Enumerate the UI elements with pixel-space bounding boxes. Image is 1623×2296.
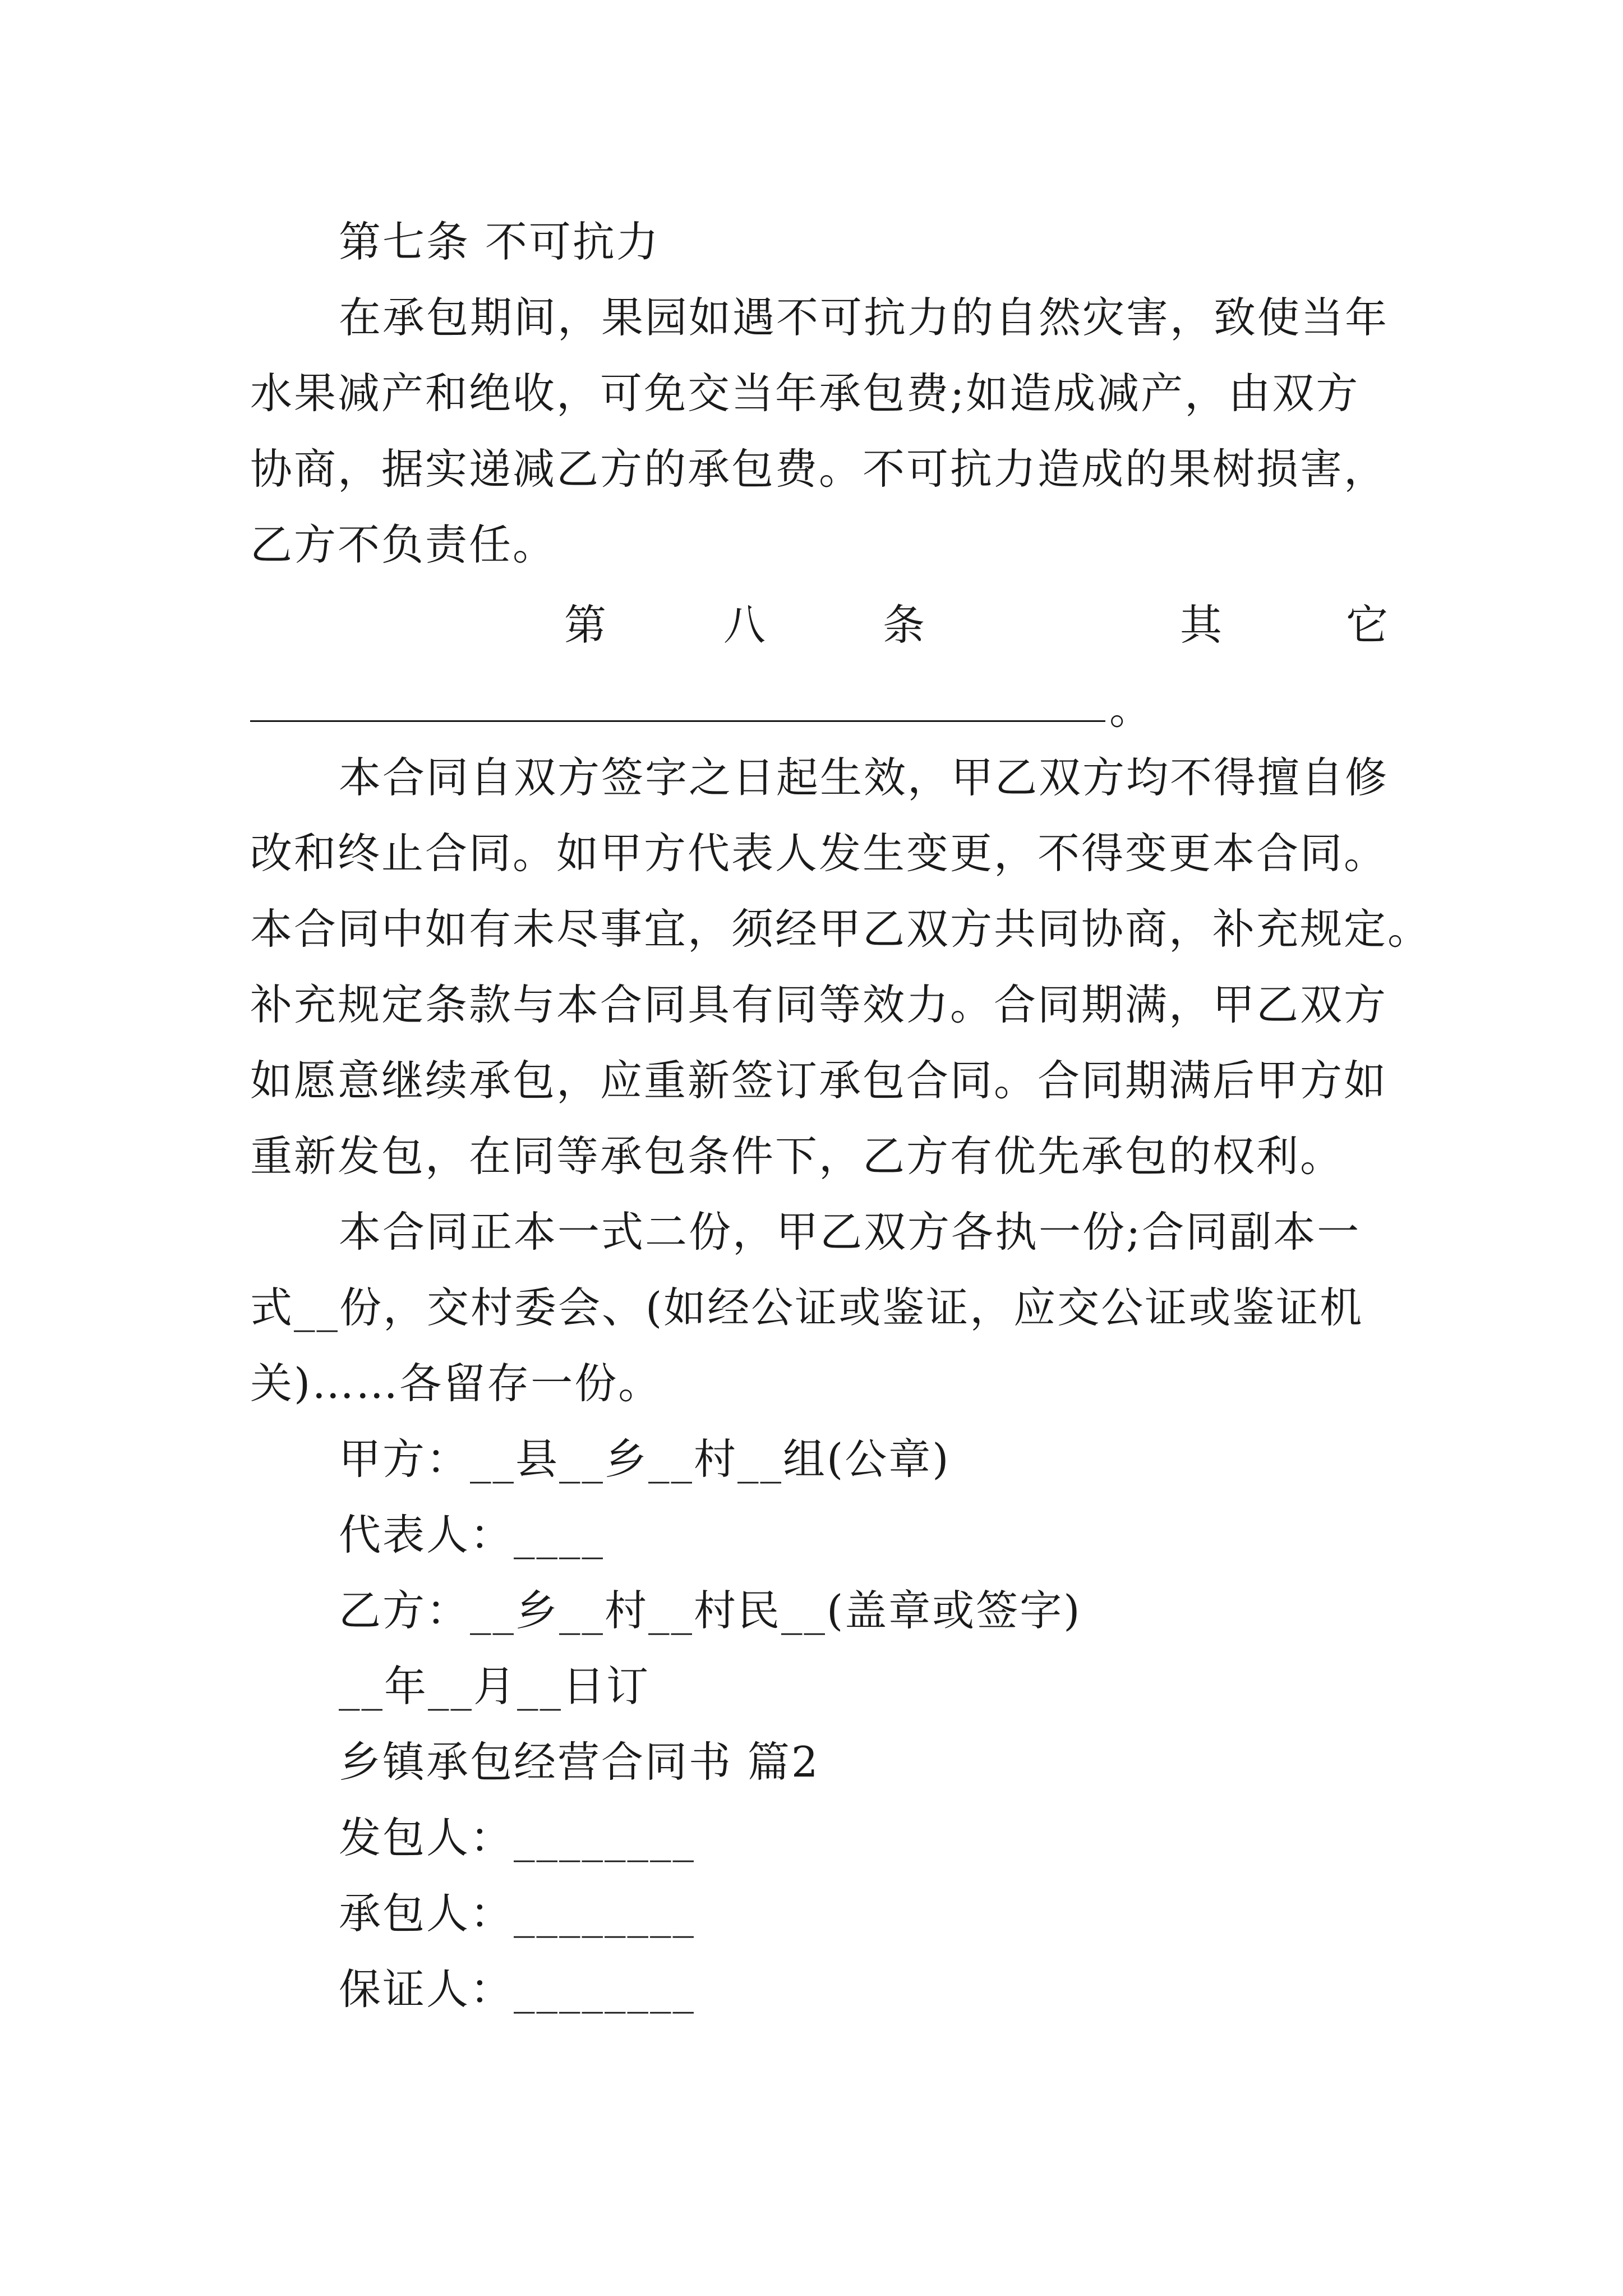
copies-line-3: 关)……各留存一份。 [250, 1359, 662, 1408]
party-a-line: 甲方：__县__乡__村__组(公章) [339, 1434, 951, 1484]
effect-line-3: 本合同中如有未尽事宜，须经甲乙双方共同协商，补充规定。 [250, 904, 1432, 954]
article7-line-3: 协商，据实递减乙方的承包费。不可抗力造成的果树损害， [250, 444, 1388, 494]
contractor-line: 承包人：________ [339, 1889, 696, 1938]
effect-line-2: 改和终止合同。如甲方代表人发生变更，不得变更本合同。 [250, 829, 1388, 878]
copies-line-1: 本合同正本一式二份，甲乙双方各执一份;合同副本一 [339, 1207, 1361, 1257]
article8-heading [0, 597, 1623, 653]
party-b-line: 乙方：__乡__村__村民__(盖章或签字) [339, 1586, 1082, 1635]
effect-line-6: 重新发包，在同等承包条件下，乙方有优先承包的权利。 [250, 1131, 1344, 1181]
effect-line-1: 本合同自双方签字之日起生效，甲乙双方均不得擅自修 [339, 753, 1389, 802]
article8-char-5: 它 [1346, 600, 1389, 650]
section2-title: 乡镇承包经营合同书 篇2 [339, 1737, 820, 1787]
article8-period: 。 [1109, 684, 1152, 734]
copies-line-2: 式__份，交村委会、(如经公证或鉴证，应交公证或鉴证机 [250, 1283, 1364, 1332]
article7-line-4: 乙方不负责任。 [250, 520, 557, 569]
blank-fill-line [250, 720, 1105, 722]
issuer-line: 发包人：________ [339, 1813, 696, 1862]
representative-line: 代表人：____ [339, 1510, 605, 1559]
article7-line-1: 在承包期间，果园如遇不可抗力的自然灾害，致使当年 [339, 293, 1389, 342]
article8-char-1: 第 [564, 600, 607, 650]
article7-line-2: 水果减产和绝收，可免交当年承包费;如造成减产，由双方 [250, 369, 1360, 418]
effect-line-4: 补充规定条款与本合同具有同等效力。合同期满，甲乙双方 [250, 980, 1388, 1029]
article8-char-3: 条 [883, 600, 925, 650]
date-line: __年__月__日订 [339, 1662, 651, 1711]
article8-char-4: 其 [1180, 600, 1223, 650]
article8-char-2: 八 [723, 600, 766, 650]
article7-heading: 第七条 不可抗力 [339, 217, 660, 266]
guarantor-line: 保证人：________ [339, 1964, 696, 2014]
effect-line-5: 如愿意继续承包，应重新签订承包合同。合同期满后甲方如 [250, 1056, 1388, 1105]
